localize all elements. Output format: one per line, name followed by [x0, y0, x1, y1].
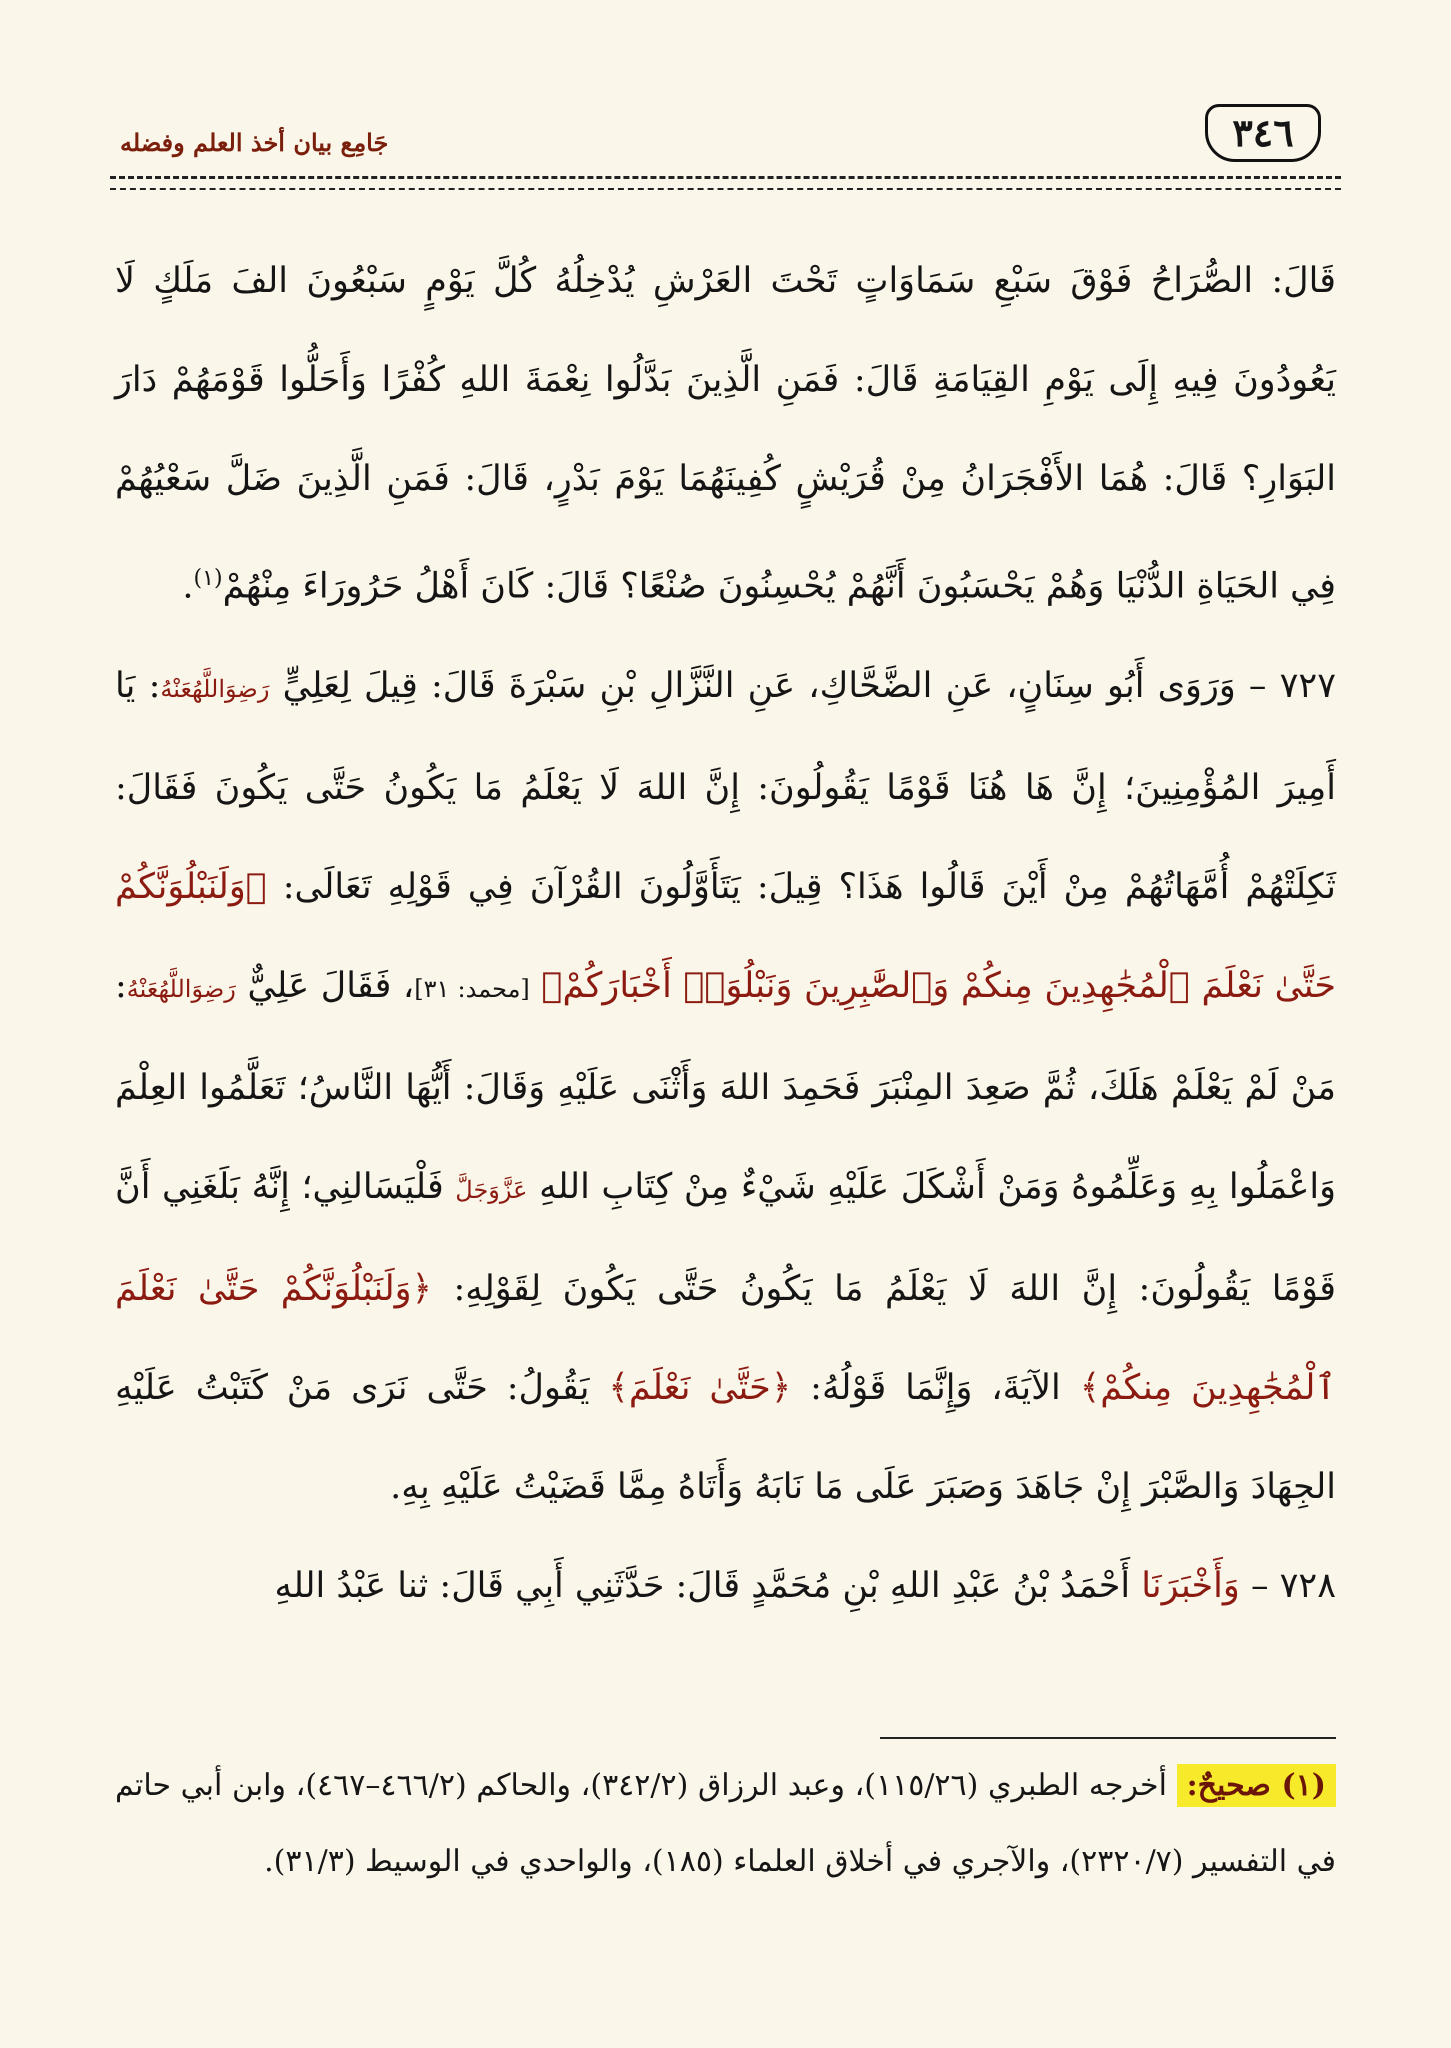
main-text	[115, 232, 1336, 1636]
header-divider-secondary	[110, 188, 1341, 190]
text-run: .	[182, 566, 194, 607]
footnote-label: (١) صحيحٌ:	[1177, 1764, 1336, 1807]
text-run: ٧٢٧ – وَرَوَى أَبُو سِنَانٍ، عَنِ الضَّحَّاكِ، عَنِ النَّزَّالِ بْنِ سَبْرَةَ قَالَ: قِيلَ لِعَلِيٍّ	[282, 665, 1336, 706]
text-run: فَلْيَسَالنِي؛ إِنَّهُ بَلَغَنِي أَنَّ قَوْمًا يَقُولُونَ: إِنَّ اللهَ لَا يَعْلَمُ مَا يَكُونُ حَتَّى يَكُونَ لِقَوْلِهِ:	[115, 1166, 1336, 1309]
paragraph	[115, 637, 1336, 1537]
footnote-item	[115, 1748, 1336, 1900]
quran-verse: ﴿وَلَنَبْلُوَنَّكُمْ حَتَّىٰ نَعْلَمَ ٱلْمُجَٰهِدِينَ مِنكُمْ﴾	[115, 1268, 1336, 1408]
footnotes	[115, 1748, 1336, 1900]
header-divider	[110, 176, 1341, 179]
text-run: قَالَ: الصُّرَاحُ فَوْقَ سَبْعِ سَمَاوَاتٍ تَحْتَ العَرْشِ يُدْخِلُهُ كُلَّ يَوْمٍ سَبْعُونَ الفَ مَلَكٍ لَا يَعُودُونَ فِيهِ إِلَى يَوْمِ القِيَامَةِ قَالَ: فَمَنِ الَّذِينَ بَدَّلُوا نِعْمَةَ اللهِ كُفْرًا وَأَحَلُّوا قَوْمَهُمْ دَارَ البَوَارِ؟ قَالَ: هُمَا الأَفْجَرَانُ مِنْ قُرَيْشٍ كُفِينَهُمَا يَوْمَ بَدْرٍ، قَالَ: فَمَنِ الَّذِينَ ضَلَّ سَعْيُهُمْ فِي الحَيَاةِ الدُّنْيَا وَهُمْ يَحْسَبُونَ أَنَّهُمْ يُحْسِنُونَ صُنْعًا؟ قَالَ: كَانَ أَهْلُ حَرُورَاءَ مِنْهُمْ	[115, 261, 1336, 607]
text-run: : يَا أَمِيرَ المُؤْمِنِينَ؛ إِنَّ هَا هُنَا قَوْمًا يَقُولُونَ: إِنَّ اللهَ لَا يَعْلَمُ مَا يَكُونُ حَتَّى يَكُونَ فَقَالَ: ثَكِلَتْهُمْ أُمَّهَاتُهُمْ مِنْ أَيْنَ قَالُوا هَذَا؟ قِيلَ: يَتَأَوَّلُونَ القُرْآنَ فِي قَوْلِهِ تَعَالَى:	[115, 665, 1336, 907]
page-number: ٣٤٦	[1205, 104, 1321, 162]
footnote-text: أخرجه الطبري (١١٥/٢٦)، وعبد الرزاق (٣٤٢/٢)، والحاكم (٤٦٦/٢–٤٦٧)، وابن أبي حاتم في التفسير (٢٣٢٠/٧)، والآجري في أخلاق العلماء (١٨٥)، والواحدي في الوسيط (٣١/٣).	[115, 1768, 1336, 1879]
text-run: الآيَةَ، وَإِنَّمَا قَوْلُهُ:	[810, 1367, 1061, 1408]
text-run: : مَنْ لَمْ يَعْلَمْ هَلَكَ، ثُمَّ صَعِدَ المِنْبَرَ فَحَمِدَ اللهَ وَأَثْنَى عَلَيْهِ وَقَالَ: أَيُّهَا النَّاسُ؛ تَعَلَّمُوا العِلْمَ وَاعْمَلُوا بِهِ وَعَلِّمُوهُ وَمَنْ أَشْكَلَ عَلَيْهِ شَيْءٌ مِنْ كِتَابِ اللهِ	[115, 965, 1337, 1207]
verse-citation: [محمد: ٣١]	[414, 974, 530, 1003]
quran-verse: ﴿وَلَنَبْلُوَنَّكُمْ حَتَّىٰ نَعْلَمَ ٱلْمُجَٰهِدِينَ مِنكُمْ وَٱلصَّٰبِرِينَ وَنَبْلُوَا۟ أَخْبَارَكُمْ﴾	[115, 866, 1336, 1006]
honorific-glyph: رَضِوَاللَّهُعَنْهُ	[160, 674, 270, 703]
footnote-marker[interactable]: (١)	[193, 566, 223, 591]
page-header	[110, 100, 1341, 172]
text-run: يَقُولُ: حَتَّى نَرَى مَنْ كَتَبْتُ عَلَيْهِ الجِهَادَ وَالصَّبْرَ إِنْ جَاهَدَ وَصَبَرَ عَلَى مَا نَابَهُ وَأَتَاهُ مِمَّا قَضَيْتُ عَلَيْهِ بِهِ.	[115, 1367, 1336, 1507]
text-run: ٧٢٨ –	[1250, 1565, 1336, 1606]
quran-verse: ﴿حَتَّىٰ نَعْلَمَ﴾	[608, 1367, 792, 1408]
text-run: ، فَقَالَ عَلِيٌّ	[247, 965, 415, 1006]
akhbarana-term: وَأَخْبَرَنَا	[1141, 1565, 1240, 1606]
text-run: أَحْمَدُ بْنُ عَبْدِ اللهِ بْنِ مُحَمَّدٍ قَالَ: حَدَّثَنِي أَبِي قَالَ: ثنا عَبْدُ اللهِ	[274, 1565, 1131, 1606]
book-title: جَامِع بيان أخذ العلم وفضله	[120, 128, 389, 157]
honorific-glyph: عَزَّوَجَلَّ	[455, 1175, 528, 1204]
paragraph	[115, 1537, 1336, 1636]
honorific-glyph: رَضِوَاللَّهُعَنْهُ	[126, 974, 236, 1003]
paragraph	[115, 232, 1336, 637]
footnote-divider	[880, 1737, 1336, 1739]
